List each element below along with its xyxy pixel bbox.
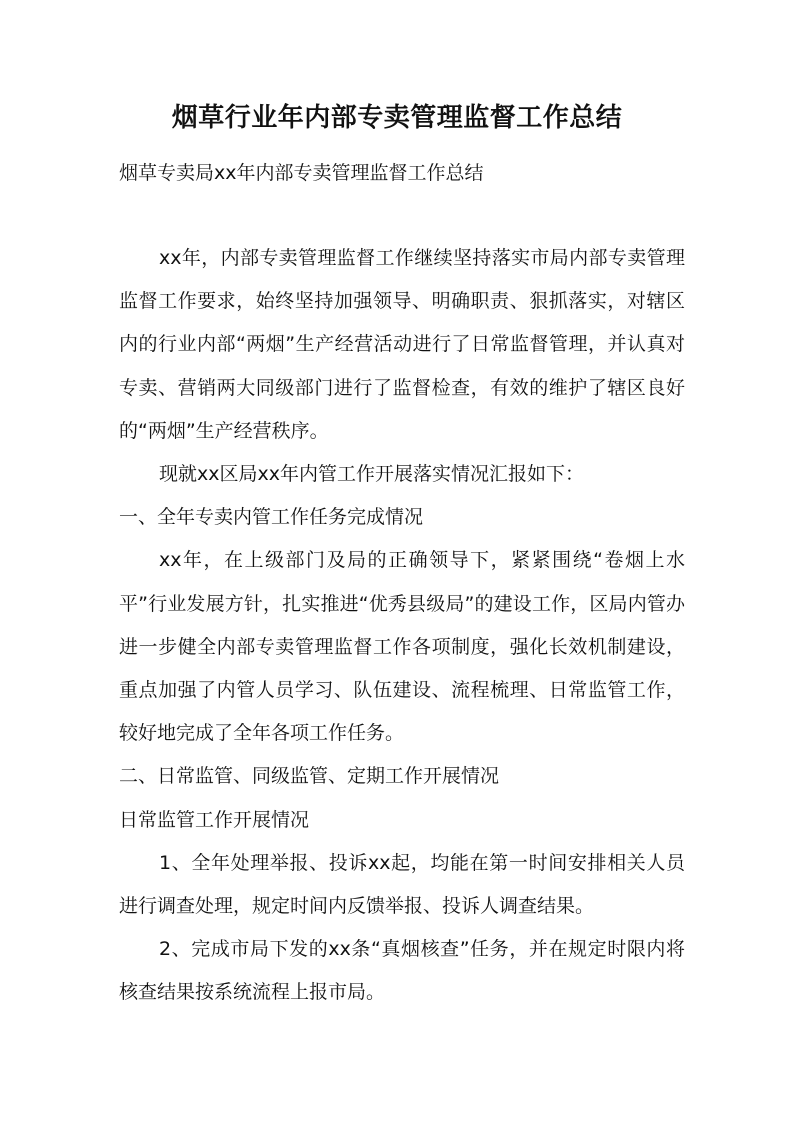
list-item-2: 2、完成市局下发的xx条“真烟核查”任务，并在规定时限内将核查结果按系统流程上报市局。 bbox=[119, 938, 685, 1004]
section-heading-1: 一、全年专卖内管工作任务完成情况 bbox=[119, 506, 424, 529]
document-body bbox=[119, 237, 685, 1015]
document-subtitle: 烟草专卖局xx年内部专卖管理监督工作总结 bbox=[119, 162, 484, 184]
paragraph-intro: xx年，内部专卖管理监督工作继续坚持落实市局内部专卖管理监督工作要求，始终坚持加强领导、明确职责、狠抓落实，对辖区内的行业内部“两烟”生产经营活动进行了日常监督管理，并认真对专卖、营销两大同级部门进行了监督检查，有效的维护了辖区良好的“两烟”生产经营秩序。 bbox=[119, 247, 685, 442]
list-item-1: 1、全年处理举报、投诉xx起，均能在第一时间安排相关人员进行调查处理，规定时间内反馈举报、投诉人调查结果。 bbox=[119, 851, 685, 918]
subsection-heading-daily: 日常监管工作开展情况 bbox=[119, 808, 310, 831]
section-heading-2: 二、日常监管、同级监管、定期工作开展情况 bbox=[119, 765, 500, 788]
document-title: 烟草行业年内部专卖管理监督工作总结 bbox=[171, 103, 623, 133]
paragraph-task-completion: xx年，在上级部门及局的正确领导下，紧紧围绕“卷烟上水平”行业发展方针，扎实推进“优秀县级局”的建设工作，区局内管办进一步健全内部专卖管理监督工作各项制度，强化长效机制建设，重点加强了内管人员学习、队伍建设、流程梳理、日常监管工作，较好地完成了全年各项工作任务。 bbox=[119, 549, 685, 745]
paragraph-report-lead: 现就xx区局xx年内管工作开展落实情况汇报如下： bbox=[159, 463, 584, 486]
